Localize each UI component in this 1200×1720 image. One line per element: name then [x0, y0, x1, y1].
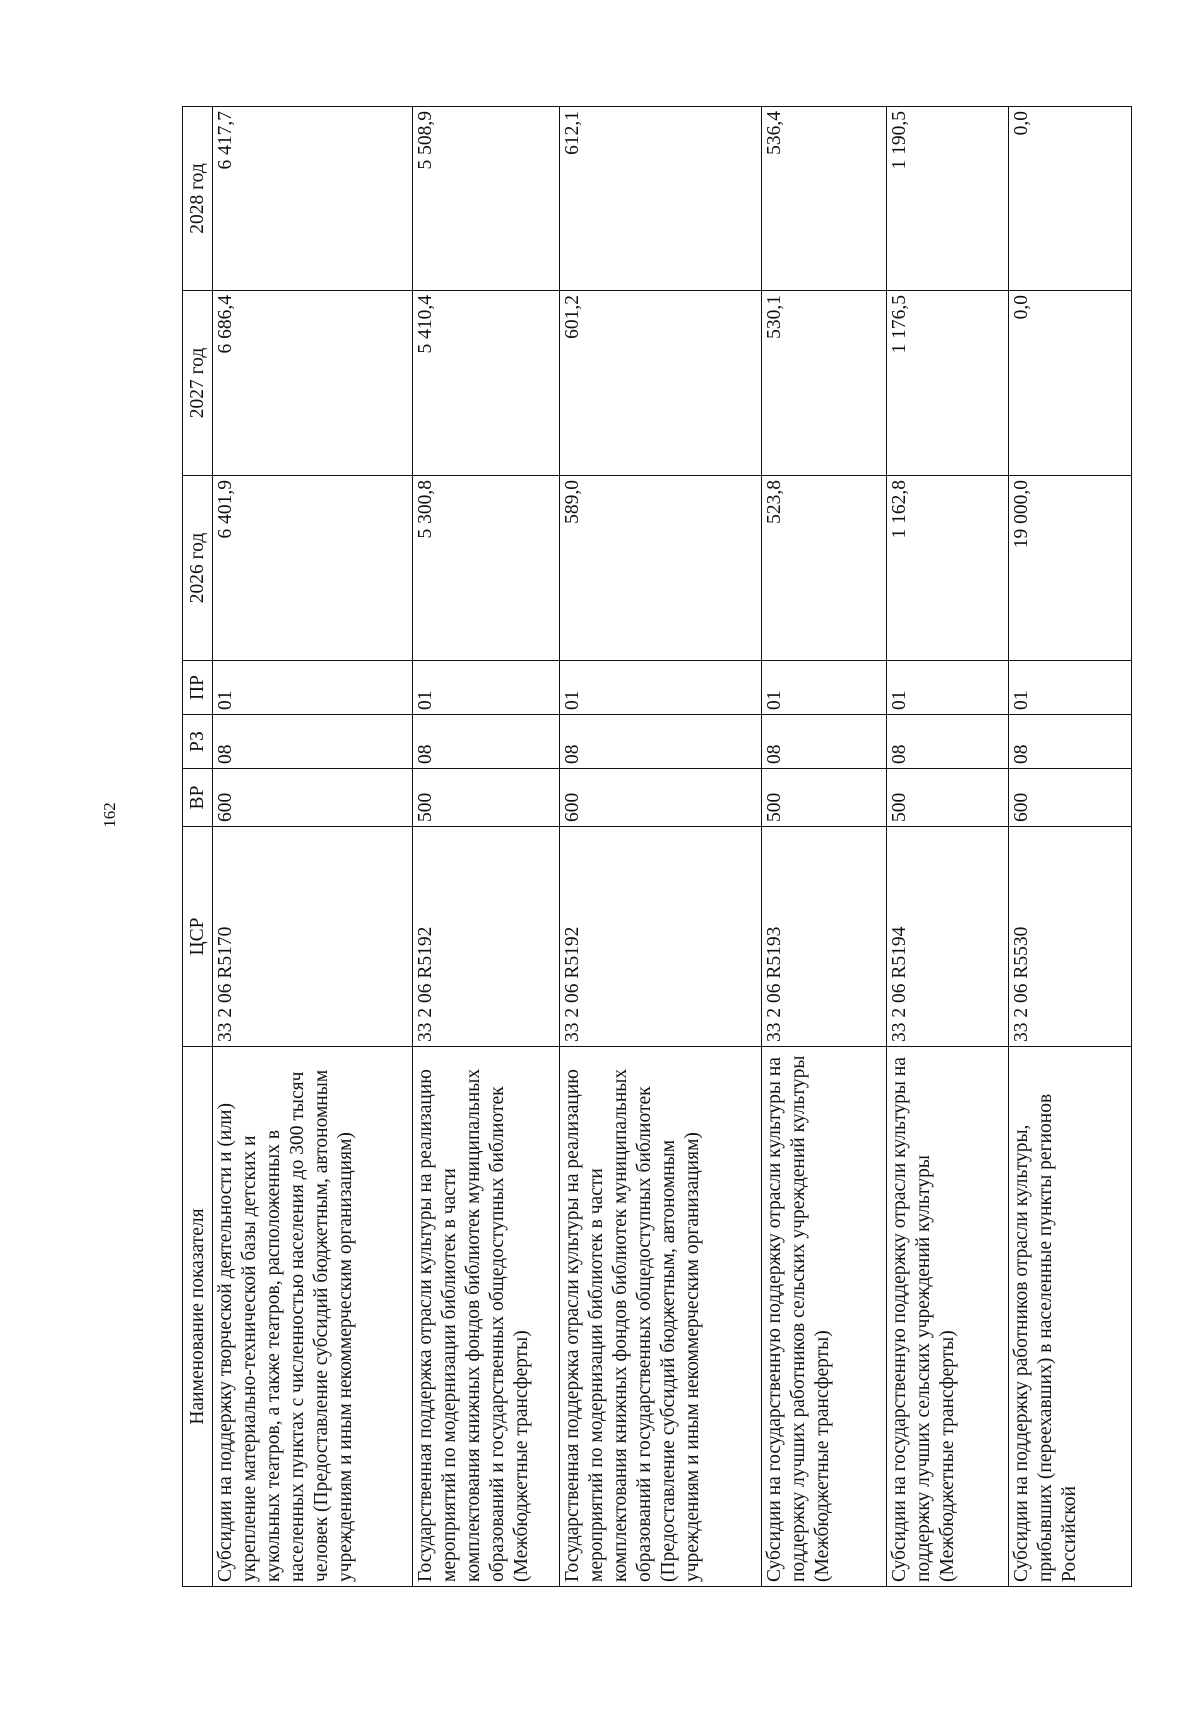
cell-2026: 589,0 — [560, 476, 762, 661]
cell-2026: 1 162,8 — [886, 476, 1009, 661]
cell-csr: 33 2 06 R5192 — [412, 827, 560, 1047]
cell-2028: 6 417,7 — [213, 107, 413, 291]
header-csr: ЦСР — [183, 827, 213, 1047]
budget-table — [182, 106, 1132, 1587]
cell-rz: 08 — [886, 715, 1009, 769]
cell-rz: 08 — [213, 715, 413, 769]
header-name: Наименование показателя — [183, 1047, 213, 1587]
cell-name: Субсидии на государственную поддержку отрасли культуры на поддержку лучших работников сельских учреждений культуры (Межбюджетные трансферты) — [761, 1047, 886, 1587]
cell-2028: 5 508,9 — [412, 107, 560, 291]
cell-vr: 600 — [1009, 769, 1132, 827]
cell-pr: 01 — [1009, 661, 1132, 715]
cell-csr: 33 2 06 R5530 — [1009, 827, 1132, 1047]
cell-2027: 601,2 — [560, 291, 762, 476]
cell-2026: 6 401,9 — [213, 476, 413, 661]
cell-2027: 530,1 — [761, 291, 886, 476]
cell-name: Субсидии на поддержку работников отрасли культуры, прибывших (переехавших) в населенные пункты регионов Российской — [1009, 1047, 1132, 1587]
table-row — [412, 107, 560, 1587]
cell-name: Субсидии на поддержку творческой деятельности и (или) укрепление материально-технической базы детских и кукольных театров, а также театров, расположенных в населенных пунктах с численностью населения до 300 тысяч человек (Предоставление субсидий бюджетным, автономным учреждениям и иным некоммерческим организациям) — [213, 1047, 413, 1587]
cell-2026: 19 000,0 — [1009, 476, 1132, 661]
cell-2028: 1 190,5 — [886, 107, 1009, 291]
cell-2028: 612,1 — [560, 107, 762, 291]
page-number: 162 — [100, 802, 119, 828]
table-row — [213, 107, 413, 1587]
cell-2026: 523,8 — [761, 476, 886, 661]
cell-vr: 600 — [213, 769, 413, 827]
header-rz: РЗ — [183, 715, 213, 769]
header-pr: ПР — [183, 661, 213, 715]
cell-vr: 500 — [412, 769, 560, 827]
cell-name: Субсидии на государственную поддержку отрасли культуры на поддержку лучших сельских учреждений культуры (Межбюджетные трансферты) — [886, 1047, 1009, 1587]
cell-pr: 01 — [560, 661, 762, 715]
cell-2026: 5 300,8 — [412, 476, 560, 661]
cell-pr: 01 — [412, 661, 560, 715]
cell-2028: 0,0 — [1009, 107, 1132, 291]
cell-name: Государственная поддержка отрасли культуры на реализацию мероприятий по модернизации библиотек в части комплектования книжных фондов библиотек муниципальных образований и государственных общедоступных библиотек (Межбюджетные трансферты) — [412, 1047, 560, 1587]
cell-2028: 536,4 — [761, 107, 886, 291]
cell-csr: 33 2 06 R5193 — [761, 827, 886, 1047]
cell-vr: 500 — [761, 769, 886, 827]
cell-rz: 08 — [412, 715, 560, 769]
cell-2027: 5 410,4 — [412, 291, 560, 476]
header-2028: 2028 год — [183, 107, 213, 291]
table-row — [1009, 107, 1132, 1587]
table-row — [886, 107, 1009, 1587]
header-vr: ВР — [183, 769, 213, 827]
cell-2027: 0,0 — [1009, 291, 1132, 476]
header-2027: 2027 год — [183, 291, 213, 476]
cell-pr: 01 — [213, 661, 413, 715]
cell-vr: 600 — [560, 769, 762, 827]
cell-csr: 33 2 06 R5170 — [213, 827, 413, 1047]
table-row — [761, 107, 886, 1587]
cell-vr: 500 — [886, 769, 1009, 827]
cell-csr: 33 2 06 R5194 — [886, 827, 1009, 1047]
header-2026: 2026 год — [183, 476, 213, 661]
cell-2027: 1 176,5 — [886, 291, 1009, 476]
cell-csr: 33 2 06 R5192 — [560, 827, 762, 1047]
cell-rz: 08 — [560, 715, 762, 769]
cell-name: Государственная поддержка отрасли культуры на реализацию мероприятий по модернизации библиотек в части комплектования книжных фондов библиотек муниципальных образований и государственных общедоступных библиотек (Предоставление субсидий бюджетным, автономным учреждениям и иным некоммерческим организациям) — [560, 1047, 762, 1587]
cell-rz: 08 — [761, 715, 886, 769]
cell-2027: 6 686,4 — [213, 291, 413, 476]
cell-pr: 01 — [886, 661, 1009, 715]
cell-rz: 08 — [1009, 715, 1132, 769]
budget-table-rotated — [182, 107, 1132, 1587]
cell-pr: 01 — [761, 661, 886, 715]
table-row — [560, 107, 762, 1587]
table-header-row — [183, 107, 213, 1587]
